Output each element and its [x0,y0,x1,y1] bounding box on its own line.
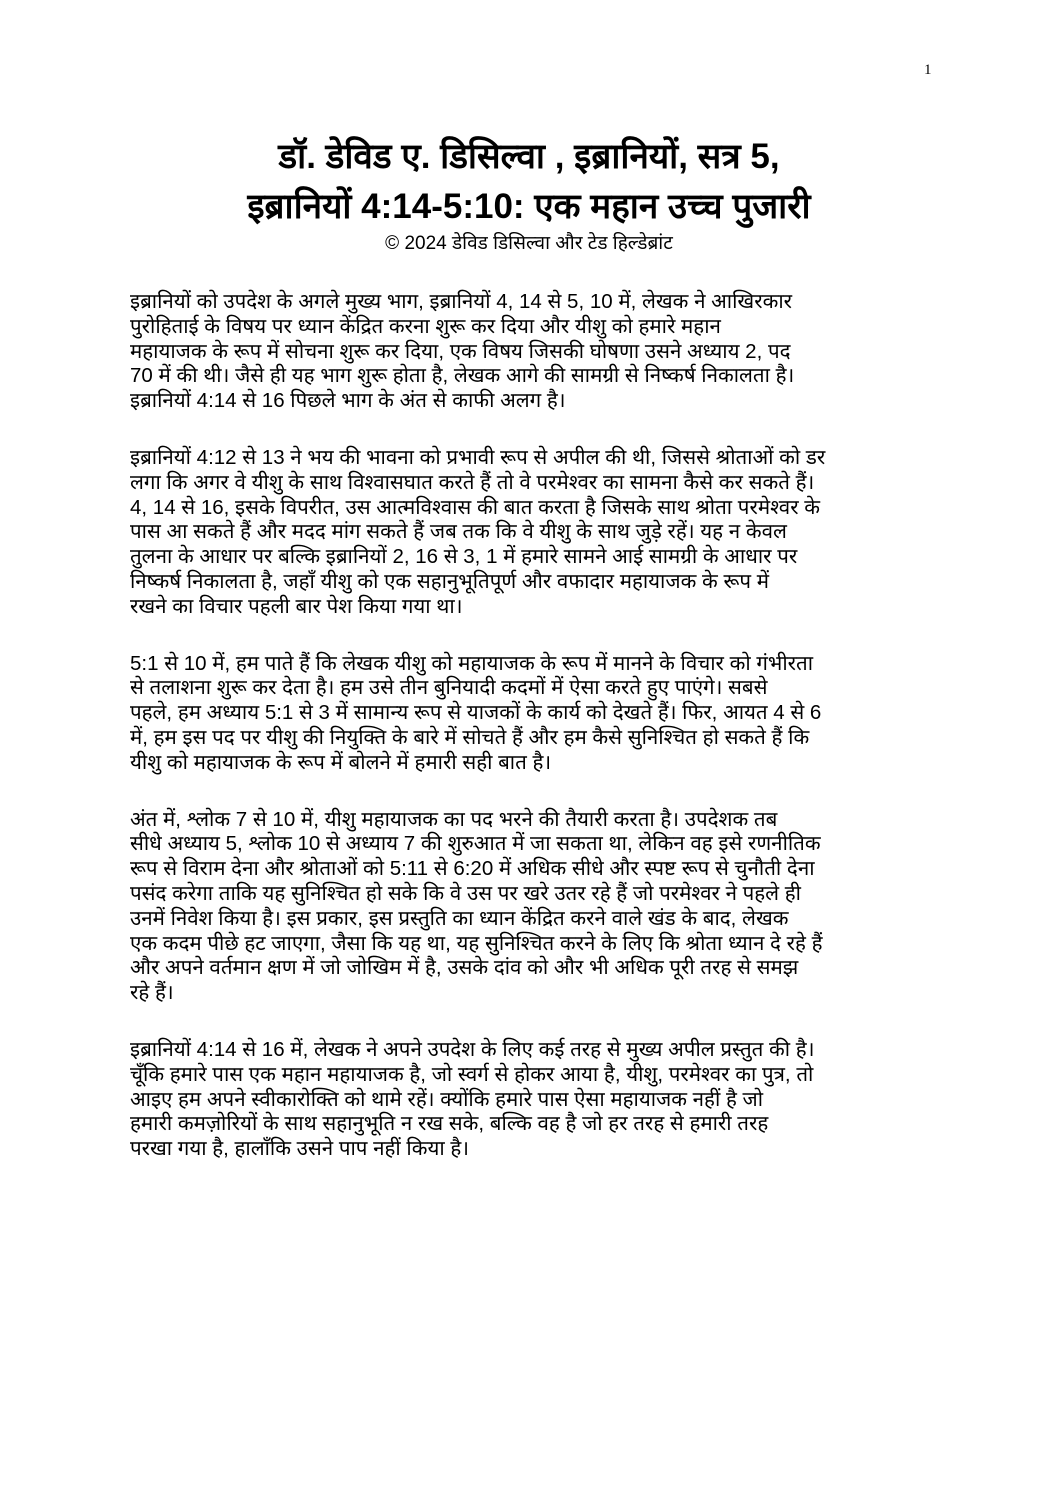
paragraph-line: पसंद करेगा ताकि यह सुनिश्चित हो सके कि वे उस पर खरे उतर रहे हैं जो परमेश्वर ने पहले ही [130,881,801,905]
paragraph [130,446,930,620]
title-line-1: डॉ. डेविड ए. डिसिल्वा , इब्रानियों, सत्र 5, [278,137,780,176]
paragraph-line: सीधे अध्याय 5, श्लोक 10 से अध्याय 7 की शुरुआत में जा सकता था, लेकिन वह इसे रणनीतिक [130,832,821,856]
paragraph-line: महायाजक के रूप में सोचना शुरू कर दिया, एक विषय जिसकी घोषणा उसने अध्याय 2, पद [130,339,791,363]
paragraph-line: यीशु को महायाजक के रूप में बोलने में हमारी सही बात है। [130,750,552,774]
paragraph [130,1038,930,1162]
paragraph-line: अंत में, श्लोक 7 से 10 में, यीशु महायाजक का पद भरने की तैयारी करता है। उपदेशक तब [130,807,778,831]
paragraph-line: में, हम इस पद पर यीशु की नियुक्ति के बारे में सोचते हैं और हम कैसे सुनिश्चित हो सकते हैं कि [130,725,810,749]
paragraph-line: चूँकि हमारे पास एक महान महायाजक है, जो स्वर्ग से होकर आया है, यीशु, परमेश्वर का पुत्र, तो [130,1062,814,1086]
paragraph-line: पहले, हम अध्याय 5:1 से 3 में सामान्य रूप से याजकों के कार्य को देखते हैं। फिर, आयत 4 से 6 [130,701,822,725]
paragraph [130,290,930,414]
paragraph-line: एक कदम पीछे हट जाएगा, जैसा कि यह था, यह सुनिश्चित करने के लिए कि श्रोता ध्यान दे रहे हैं [130,931,823,955]
paragraph-line: से तलाशना शुरू कर देता है। हम उसे तीन बुनियादी कदमों में ऐसा करते हुए पाएंगे। सबसे [130,676,768,700]
paragraph-line: और अपने वर्तमान क्षण में जो जोखिम में है, उसके दांव को और भी अधिक पूरी तरह से समझ [130,956,799,980]
paragraph [130,652,930,776]
paragraph-line: रहे हैं। [130,981,174,1005]
paragraph-line: इब्रानियों 4:14 से 16 पिछले भाग के अंत से काफी अलग है। [130,389,566,413]
paragraph-line: हमारी कमज़ोरियों के साथ सहानुभूति न रख सके, बल्कि वह है जो हर तरह से हमारी तरह [130,1112,769,1136]
paragraph-line: रूप से विराम देना और श्रोताओं को 5:11 से 6:20 में अधिक सीधे और स्पष्ट रूप से चुनौती देना [130,857,815,881]
paragraph-line: इब्रानियों को उपदेश के अगले मुख्य भाग, इब्रानियों 4, 14 से 5, 10 में, लेखक ने आखिरकार [130,290,793,313]
paragraph-line: तुलना के आधार पर बल्कि इब्रानियों 2, 16 से 3, 1 में हमारे सामने आई सामग्री के आधार पर [130,545,798,569]
paragraph-line: इब्रानियों 4:12 से 13 ने भय की भावना को प्रभावी रूप से अपील की थी, जिससे श्रोताओं को डर [130,445,826,469]
paragraph-line: 5:1 से 10 में, हम पाते हैं कि लेखक यीशु को महायाजक के रूप में मानने के विचार को गंभीरता [130,651,814,675]
paragraph-line: निष्कर्ष निकालता है, जहाँ यीशु को एक सहानुभूतिपूर्ण और वफादार महायाजक के रूप में [130,569,769,593]
copyright-notice: © 2024 डेविड डिसिल्वा और टेड हिल्डेब्रांट [385,233,673,254]
paragraph-line: लगा कि अगर वे यीशु के साथ विश्वासघात करते हैं तो वे परमेश्वर का सामना कैसे कर सकते हैं। [130,470,815,494]
title-line-2: इब्रानियों 4:14-5:10: एक महान उच्च पुजारी [247,187,811,226]
paragraph-line: परखा गया है, हालाँकि उसने पाप नहीं किया है। [130,1137,469,1161]
paragraph-line: 4, 14 से 16, इसके विपरीत, उस आत्मविश्वास की बात करता है जिसके साथ श्रोता परमेश्वर के [130,495,821,519]
paragraph-line: 70 में की थी। जैसे ही यह भाग शुरू होता है, लेखक आगे की सामग्री से निष्कर्ष निकालता है। [130,364,795,388]
paragraph [130,808,930,1006]
page-number: 1 [924,62,932,78]
paragraph-line: पुरोहिताई के विषय पर ध्यान केंद्रित करना शुरू कर दिया और यीशु को हमारे महान [130,314,721,338]
document-body [130,290,930,1194]
paragraph-line: पास आ सकते हैं और मदद मांग सकते हैं जब तक कि वे यीशु के साथ जुड़े रहें। यह न केवल [130,520,787,544]
document-title [0,132,1058,232]
paragraph-line: इब्रानियों 4:14 से 16 में, लेखक ने अपने उपदेश के लिए कई तरह से मुख्य अपील प्रस्तुत की है। [130,1037,815,1061]
paragraph-line: आइए हम अपने स्वीकारोक्ति को थामे रहें। क्योंकि हमारे पास ऐसा महायाजक नहीं है जो [130,1087,764,1111]
paragraph-line: उनमें निवेश किया है। इस प्रकार, इस प्रस्तुति का ध्यान केंद्रित करने वाले खंड के बाद, लेखक [130,906,789,930]
paragraph-line: रखने का विचार पहली बार पेश किया गया था। [130,594,463,618]
